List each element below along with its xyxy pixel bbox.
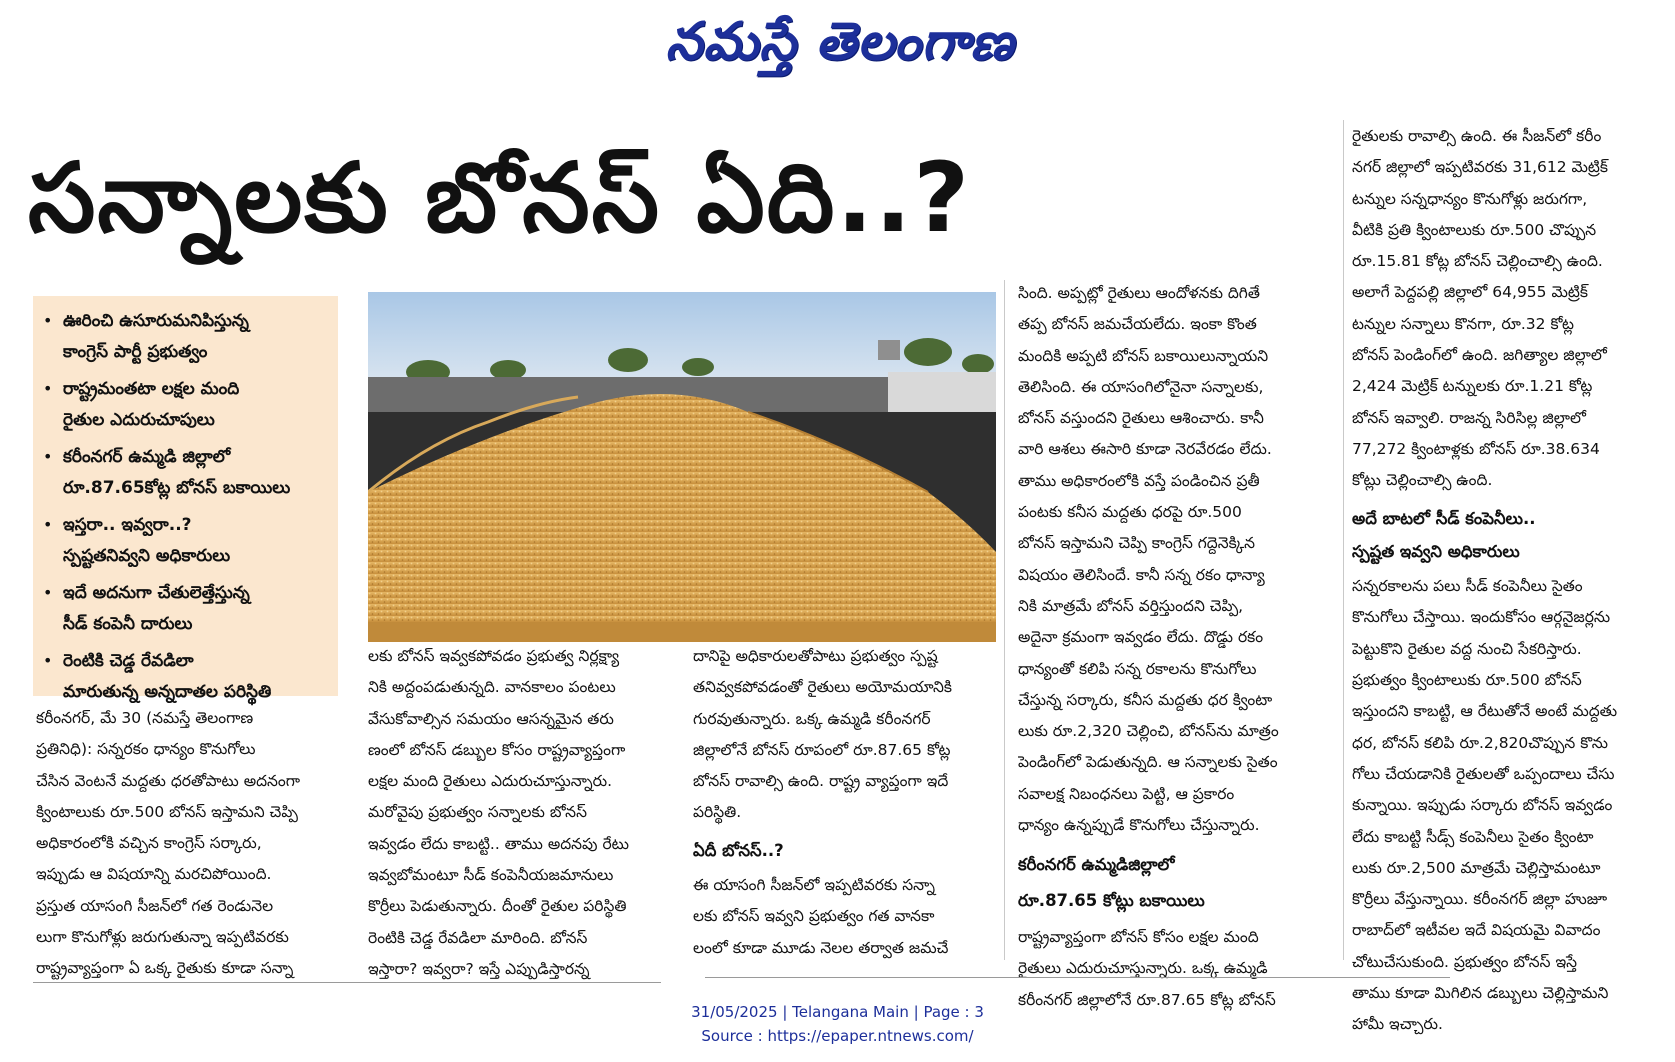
article-text-line: రాబాద్‌లో ఇటీవల ఇదే విషయమై వివాదం — [1352, 921, 1601, 940]
highlight-line: ఇదే అదనుగా చేతులెత్తేస్తున్న — [63, 583, 250, 603]
article-text-line: కొర్రీలు వేస్తున్నాయి. కరీంనగర్ జిల్లా హుజూ — [1352, 890, 1608, 909]
article-text-line: సింది. అప్పట్లో రైతులు ఆందోళనకు దిగితే — [1018, 284, 1260, 302]
bullet-icon: • — [43, 583, 53, 602]
article-text-line: టన్నుల సన్నధాన్యం కొనుగోళ్లు జరుగగా, — [1352, 189, 1588, 208]
article-text-line: మరోవైపు ప్రభుత్వం సన్నాలకు బోనస్ — [368, 803, 587, 822]
article-text-line: బోనస్ పెండింగ్‌లో ఉంది. జగిత్యాల జిల్లాలో — [1352, 346, 1607, 365]
article-text-line: తెలిసింది. ఈ యాసంగిలోనైనా సన్నాలకు, — [1018, 377, 1264, 396]
article-text-line: చేసిన వెంటనే మద్దతు ధరతోపాటు అదనంగా — [36, 771, 301, 790]
article-text-line: లక్షల మంది రైతులు ఎదురుచూస్తున్నారు. — [368, 772, 613, 791]
article-text-line: నికి మాత్రమే బోనస్ వర్తిస్తుందని చెప్పి, — [1018, 596, 1244, 615]
article-text-line: పరిస్థితి. — [693, 803, 742, 822]
article-text-line: సవాలక్ష నిబంధనలు పెట్టి, ఆ ప్రకారం — [1018, 784, 1235, 803]
footer-source: Source : https://epaper.ntnews.com/ — [701, 1027, 974, 1045]
article-text-line: ధాన్యం ఉన్నప్పుడే కొనుగోలు చేస్తున్నారు. — [1018, 816, 1260, 835]
article-text-line: పంటకు కనీస మద్దతు ధరపై రూ.500 — [1018, 503, 1242, 522]
bullet-icon: • — [43, 379, 53, 398]
article-text-line: గోలు చేయడానికి రైతులతో ఒప్పందాలు చేసు — [1352, 764, 1615, 783]
article-column-2 — [368, 641, 674, 985]
article-text-line: దానిపై అధికారులతోపాటు ప్రభుత్వం స్పష్ట — [693, 647, 938, 665]
article-subheading: ఏదీ బోనస్..? — [693, 840, 784, 860]
article-text-line: నికి అద్దంపడుతున్నది. వానకాలం పంటలు — [368, 678, 616, 697]
article-text-line: కరీంనగర్, మే 30 (నమస్తే తెలంగాణ — [36, 709, 254, 727]
article-text-line: రైతులు ఎదురుచూస్తున్నారు. ఒక్క ఉమ్మడి — [1018, 959, 1268, 978]
article-text-line: జిల్లాలోనే బోనస్ రూపంలో రూ.87.65 కోట్ల — [693, 740, 951, 759]
article-text-line: లకు బోనస్ ఇవ్వకపోవడం ప్రభుత్వ నిర్లక్ష్యా — [368, 647, 620, 665]
article-text-line: తప్ప బోనస్ జమచేయలేదు. ఇంకా కొంత — [1018, 315, 1257, 334]
article-text-line: తాము కూడా మిగిలిన డబ్బులు చెల్లిస్తామని — [1352, 984, 1609, 1003]
article-subheading: కరీంనగర్ ఉమ్మడిజిల్లాలో — [1018, 855, 1175, 875]
article-text-line: తనివ్వకపోవడంతో రైతులు అయోమయానికి — [693, 678, 952, 697]
highlight-text — [63, 374, 239, 436]
article-column-5 — [1352, 121, 1670, 1041]
article-column-3 — [693, 641, 999, 964]
paddy-heap-illustration — [368, 292, 996, 642]
article-text-line: బోనస్ రావాల్సి ఉంది. రాష్ట్ర వ్యాప్తంగా ఇదే — [693, 772, 949, 791]
spacer — [1018, 841, 1338, 849]
paddy-heap-photo — [368, 292, 996, 642]
article-text-line: లుగా కొనుగోళ్లు జరుగుతున్నా ఇప్పటివరకు — [36, 928, 289, 947]
highlight-line: కరీంనగర్ ఉమ్మడి జిల్లాలో — [63, 447, 231, 467]
highlight-line: మారుతున్న అన్నదాతల పరిస్థితి — [63, 682, 272, 702]
article-text-line: బోనస్ ఇస్తామని చెప్పి కాంగ్రెస్ గద్దెనెక్కిన — [1018, 534, 1256, 553]
article-text-line: హామీ ఇచ్చారు. — [1352, 1015, 1443, 1034]
footer-date-page: 31/05/2025 | Telangana Main | Page : 3 — [691, 1003, 984, 1021]
article-text-line: కొనుగోలు చేస్తాయి. ఇందుకోసం ఆర్గనైజర్లను — [1352, 608, 1611, 627]
highlight-text — [63, 510, 230, 572]
highlight-text — [63, 306, 249, 368]
article-text-line: రైతులకు రావాల్సి ఉంది. ఈ సీజన్‌లో కరీం — [1352, 127, 1602, 145]
bullet-icon: • — [43, 311, 53, 330]
article-text-line: 77,272 క్వింటాళ్లకు బోనస్ రూ.38.634 — [1352, 439, 1600, 458]
article-text-line: తాము అధికారంలోకి వస్తే పండించిన ప్రతీ — [1018, 471, 1260, 490]
article-text-line: ణంలో బోనస్ డబ్బుల కోసం రాష్ట్రవ్యాప్తంగా — [368, 740, 626, 759]
article-text-line: గురవుతున్నారు. ఒక్క ఉమ్మడి కరీంనగర్ — [693, 709, 931, 728]
article-text-line: ధాన్యంతో కలిపి సన్న రకాలను కొనుగోలు — [1018, 659, 1257, 678]
bullet-icon: • — [43, 651, 53, 670]
article-text-line: ప్రభుత్వం క్వింటాలుకు రూ.500 బోనస్ — [1352, 671, 1582, 690]
column-divider — [1004, 280, 1005, 960]
article-text-line: పెట్టుకొని రైతుల వద్ద నుంచి సేకరిస్తారు. — [1352, 639, 1582, 658]
highlight-line: రెంటికి చెడ్డ రేవడిలా — [63, 651, 194, 671]
article-text-line: కోట్లు చెల్లించాల్సి ఉంది. — [1352, 471, 1493, 490]
article-text-line: టన్నుల సన్నాలు కొనగా, రూ.32 కోట్ల — [1352, 314, 1574, 333]
article-text-line: ఇవ్వబోమంటూ సీడ్ కంపెనీయజమానులు — [368, 866, 614, 885]
article-text-line: బోనస్ వస్తుందని రైతులు ఆశించారు. కానీ — [1018, 409, 1264, 428]
article-column-1 — [36, 703, 342, 985]
article-text-line: ఈ యాసంగి సీజన్‌లో ఇప్పటివరకు సన్నా — [693, 876, 935, 895]
article-text-line: ఇస్తుందని కాబట్టి, ఆ రేటుతోనే అంటే మద్దతు — [1352, 702, 1618, 721]
article-text-line: ఇస్తారా? ఇవ్వరా? ఇస్తే ఎప్పుడిస్తారన్న — [368, 959, 590, 978]
highlight-item — [43, 306, 330, 368]
highlight-line: రూ.87.65కోట్ల బోనస్ బకాయిలు — [63, 478, 291, 498]
highlight-item — [43, 374, 330, 436]
column-divider — [1343, 120, 1344, 960]
article-text-line: రాష్ట్రవ్యాప్తంగా బోనస్ కోసం లక్షల మంది — [1018, 927, 1259, 946]
article-text-line: కరీంనగర్ జిల్లాలోనే రూ.87.65 కోట్ల బోనస్ — [1018, 990, 1276, 1009]
article-text-line: లుకు రూ.2,500 మాత్రమే చెల్లిస్తామంటూ — [1352, 858, 1601, 877]
article-text-line: పెండింగ్‌లో పెడుతున్నది. ఆ సన్నాలకు సైతం — [1018, 753, 1278, 772]
article-text-line: నగర్ జిల్లాలో ఇప్పటివరకు 31,612 మెట్రిక్ — [1352, 158, 1608, 177]
highlight-line: రాష్ట్రమంతటా లక్షల మంది — [63, 379, 240, 399]
article-text-line: సన్నరకాలను పలు సీడ్ కంపెనీలు సైతం — [1352, 577, 1583, 596]
article-text-line: క్వింటాలుకు రూ.500 బోనస్ ఇస్తామని చెప్పి — [36, 802, 298, 821]
article-text-line: కొర్రీలు పెడుతున్నారు. దీంతో రైతుల పరిస్థితి — [368, 897, 627, 916]
article-text-line: రెంటికి చెడ్డ రేవడిలా మారింది. బోనస్ — [368, 928, 588, 947]
highlight-text — [63, 578, 250, 640]
bullet-icon: • — [43, 515, 53, 534]
bullet-icon: • — [43, 447, 53, 466]
article-text-line: ఇవ్వడం లేదు కాబట్టి.. తాము అదనపు రేటు — [368, 834, 629, 853]
article-text-line: విషయం తెలిసిందే. కానీ సన్న రకం ధాన్యా — [1018, 565, 1265, 584]
article-text-line: ప్రస్తుత యాసంగి సీజన్‌లో గత రెండునెల — [36, 896, 274, 915]
article-text-line: వేసుకోవాల్సిన సమయం ఆసన్నమైన తరు — [368, 709, 614, 728]
highlight-line: కాంగ్రెస్ పార్టీ ప్రభుత్వం — [63, 342, 208, 362]
highlight-line: స్పష్టతనివ్వని అధికారులు — [63, 546, 231, 566]
article-text-line: లుకు రూ.2,320 చెల్లించి, బోనస్‌ను మాత్రం — [1018, 722, 1279, 741]
article-text-line: అధికారంలోకి వచ్చిన కాంగ్రెస్ సర్కారు, — [36, 834, 262, 853]
article-text-line: రూ.15.81 కోట్ల బోనస్ చెల్లించాల్సి ఉంది. — [1352, 252, 1603, 271]
article-text-line: కున్నాయి. ఇప్పుడు సర్కారు బోనస్ ఇవ్వడం — [1352, 796, 1613, 815]
highlight-item — [43, 646, 330, 708]
bottom-rule-right — [705, 977, 1450, 978]
article-text-line: చేస్తున్న సర్కారు, కనీస మద్దతు ధర క్వింటా — [1018, 690, 1273, 709]
newspaper-masthead: నమస్తే తెలంగాణ — [665, 12, 1015, 72]
article-text-line: వారి ఆశలు ఈసారి కూడా నెరవేరడం లేదు. — [1018, 440, 1272, 459]
highlight-item — [43, 578, 330, 640]
highlights-box — [33, 296, 338, 702]
highlight-line: సీడ్ కంపెనీ దారులు — [63, 614, 193, 634]
highlight-line: రైతుల ఎదురుచూపులు — [63, 410, 215, 430]
article-text-line: అలాగే పెద్దపల్లి జిల్లాలో 64,955 మెట్రిక్ — [1352, 283, 1588, 302]
article-text-line: లకు బోనస్ ఇవ్వని ప్రభుత్వం గత వానకా — [693, 907, 935, 926]
article-text-line: ఇప్పుడు ఆ విషయాన్ని మరచిపోయింది. — [36, 865, 272, 884]
article-text-line: లంలో కూడా మూడు నెలల తర్వాత జమచే — [693, 938, 949, 957]
article-column-4 — [1018, 278, 1338, 1016]
bottom-rule-left — [33, 982, 661, 983]
highlight-item — [43, 442, 330, 504]
article-text-line: వీటికి ప్రతి క్వింటాలుకు రూ.500 చొప్పున — [1352, 220, 1597, 239]
article-text-line: అదైనా క్రమంగా ఇవ్వడం లేదు. దొడ్డు రకం — [1018, 628, 1264, 647]
highlight-text — [63, 646, 271, 708]
article-text-line: మందికి అప్పటి బోనస్ బకాయిలున్నాయని — [1018, 346, 1269, 365]
highlight-line: ఇస్తరా.. ఇవ్వరా..? — [63, 515, 192, 535]
article-subheading: అదే బాటలో సీడ్ కంపెనీలు.. — [1352, 508, 1536, 528]
highlight-item — [43, 510, 330, 572]
article-text-line: ధర, బోనస్ కలిపి రూ.2,820చొప్పున కొను — [1352, 733, 1609, 752]
article-text-line: 2,424 మెట్రిక్ టన్నులకు రూ.1.21 కోట్ల — [1352, 377, 1593, 396]
article-text-line: లేదు కాబట్టి సీడ్స్ కంపెనీలు సైతం క్వింటా — [1352, 827, 1594, 846]
article-subheading: రూ.87.65 కోట్లు బకాయిలు — [1018, 890, 1205, 910]
article-text-line: చోటుచేసుకుంది. ప్రభుత్వం బోనస్ ఇస్తే — [1352, 952, 1578, 971]
highlight-text — [63, 442, 290, 504]
article-text-line: రాష్ట్రవ్యాప్తంగా ఏ ఒక్క రైతుకు కూడా సన్నా — [36, 959, 294, 978]
article-text-line: బోనస్ ఇవ్వాలి. రాజన్న సిరిసిల్ల జిల్లాలో — [1352, 408, 1586, 427]
article-subheading: స్పష్టత ఇవ్వని అధికారులు — [1352, 541, 1520, 561]
highlight-line: ఊరించి ఉసూరుమనిపిస్తున్న — [63, 311, 249, 331]
article-headline: సన్నాలకు బోనస్ ఏది..? — [28, 142, 972, 254]
article-text-line: ప్రతినిధి): సన్నరకం ధాన్యం కొనుగోలు — [36, 740, 256, 759]
